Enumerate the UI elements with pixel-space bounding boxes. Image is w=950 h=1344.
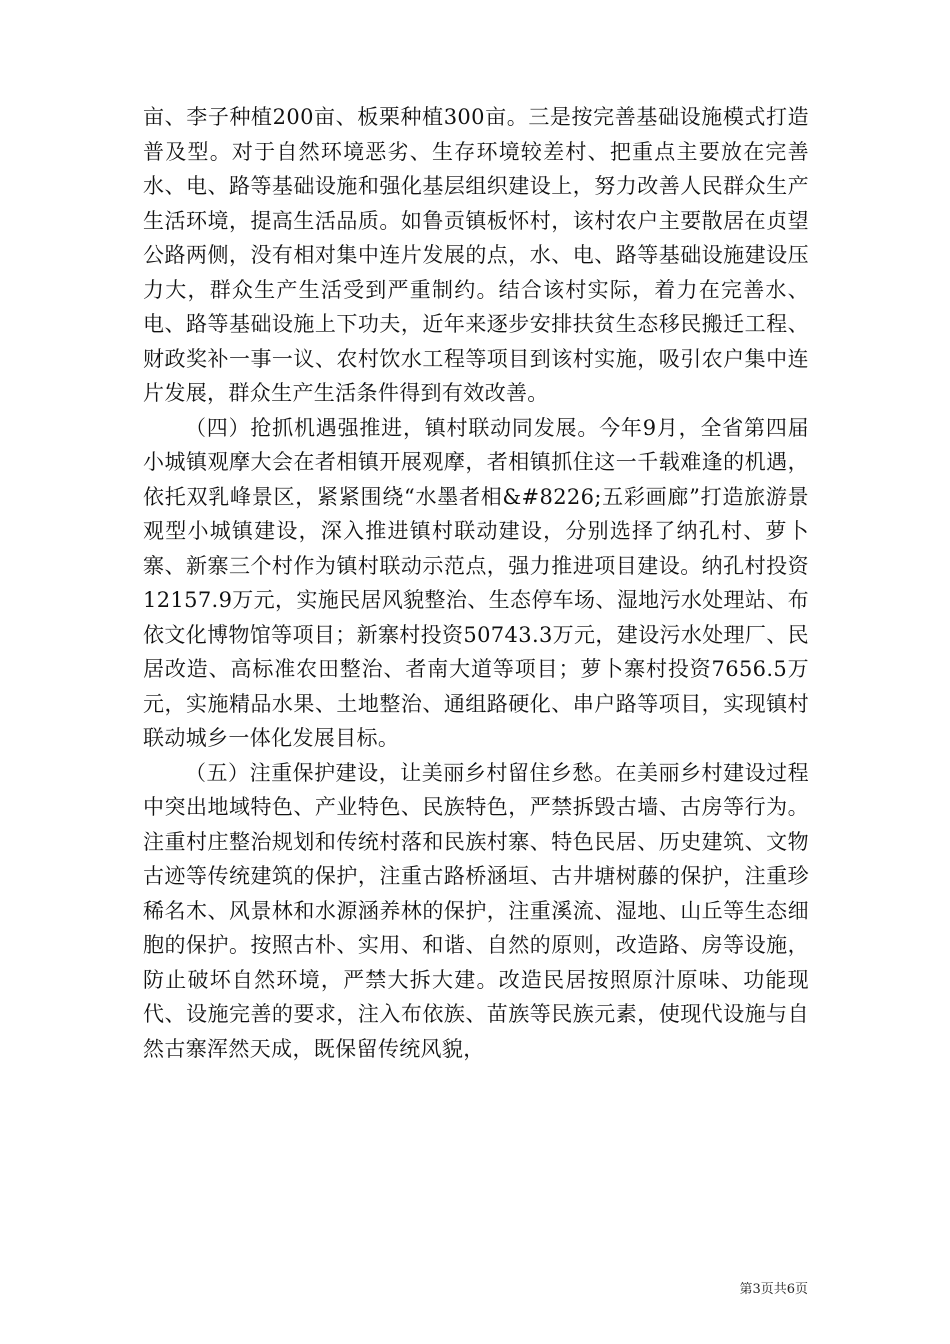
paragraph-section-5: （五）注重保护建设，让美丽乡村留住乡愁。在美丽乡村建设过程中突出地域特色、产业特色、民族特色，严禁拆毁古墙、古房等行为。注重村庄整治规划和传统村落和民族村寨、特色民居、历史建筑、文物古迹等传统建筑的保护，注重古路桥涵垣、古井塘树藤的保护，注重珍稀名木、风景林和水源涵养林的保护，注重溪流、湿地、山丘等生态细胞的保护。按照古朴、实用、和谐、自然的原则，改造路、房等设施，防止破坏自然环境，严禁大拆大建。改造民居按照原汁原味、功能现代、设施完善的要求，注入布依族、苗族等民族元素，使现代设施与自然古寨浑然天成，既保留传统风貌， xyxy=(143,760,809,1061)
document-body xyxy=(143,100,809,1066)
paragraph-continuation: 亩、李子种植200亩、板栗种植300亩。三是按完善基础设施模式打造普及型。对于自然环境恶劣、生存环境较差村、把重点主要放在完善水、电、路等基础设施和强化基层组织建设上，努力改善人民群众生产生活环境，提高生活品质。如鲁贡镇板怀村，该村农户主要散居在贞望公路两侧，没有相对集中连片发展的点，水、电、路等基础设施建设压力大，群众生产生活受到严重制约。结合该村实际，着力在完善水、电、路等基础设施上下功夫，近年来逐步安排扶贫生态移民搬迁工程、财政奖补一事一议、农村饮水工程等项目到该村实施，吸引农户集中连片发展，群众生产生活条件得到有效改善。 xyxy=(143,105,809,405)
page-number-footer: 第3页共6页 xyxy=(739,1282,808,1297)
paragraph-section-4: （四）抢抓机遇强推进，镇村联动同发展。今年9月，全省第四届小城镇观摩大会在者相镇开展观摩，者相镇抓住这一千载难逢的机遇，依托双乳峰景区，紧紧围绕“水墨者相&#8226;五彩画廊”打造旅游景观型小城镇建设，深入推进镇村联动建设，分别选择了纳孔村、萝卜寨、新寨三个村作为镇村联动示范点，强力推进项目建设。纳孔村投资12157.9万元，实施民居风貌整治、生态停车场、湿地污水处理站、布依文化博物馆等项目；新寨村投资50743.3万元，建设污水处理厂、民居改造、高标准农田整治、者南大道等项目；萝卜寨村投资7656.5万元，实施精品水果、土地整治、通组路硬化、串户路等项目，实现镇村联动城乡一体化发展目标。 xyxy=(143,415,809,750)
